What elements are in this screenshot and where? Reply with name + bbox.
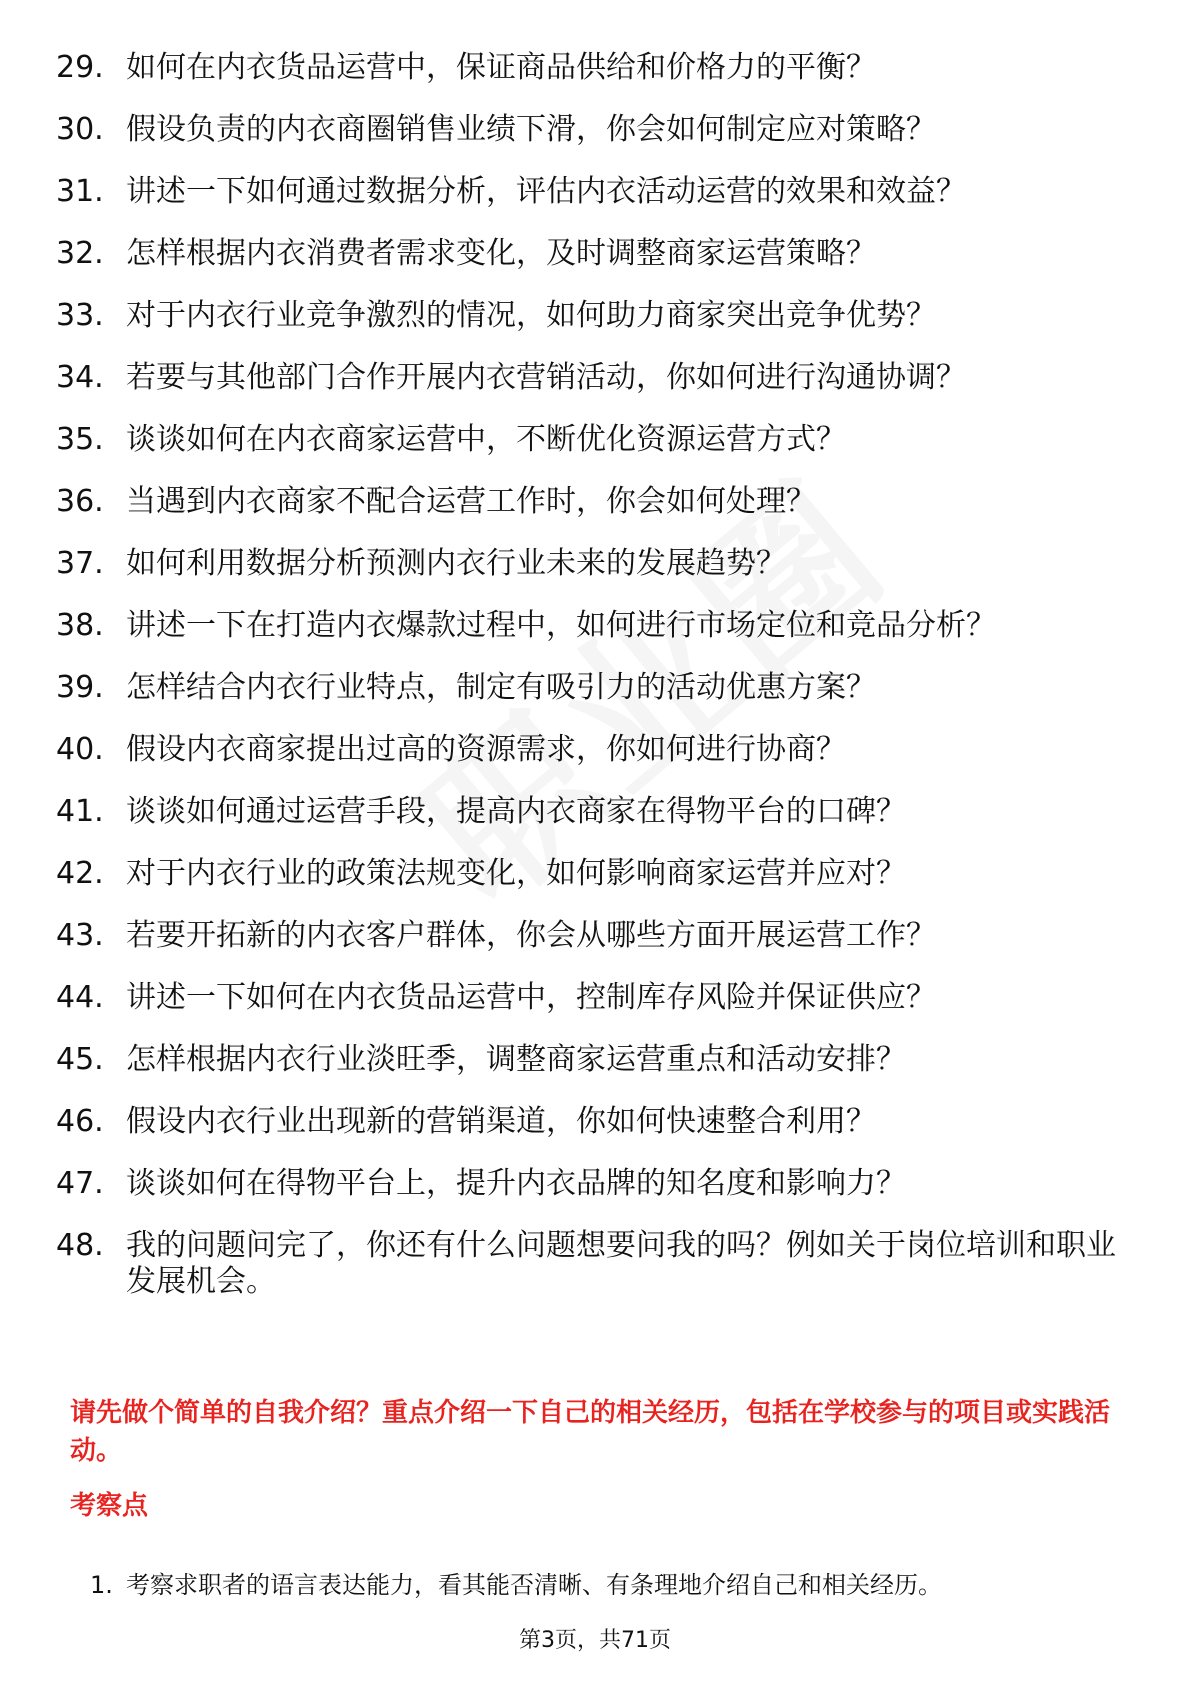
question-text: 若要开拓新的内衣客户群体，你会从哪些方面开展运营工作？ <box>126 918 936 953</box>
question-text: 我的问题问完了，你还有什么问题想要问我的吗？例如关于岗位培训和职业发展机会。 <box>126 1228 1116 1299</box>
question-text: 谈谈如何在得物平台上，提升内衣品牌的知名度和影响力？ <box>126 1166 906 1201</box>
question-item <box>56 856 1116 892</box>
question-number: 34. <box>56 360 104 395</box>
question-number: 40. <box>56 732 104 767</box>
question-item <box>56 1228 1116 1300</box>
question-number: 31. <box>56 174 104 209</box>
point-number: 1. <box>90 1571 113 1599</box>
question-text: 谈谈如何通过运营手段，提高内衣商家在得物平台的口碑？ <box>126 794 906 829</box>
question-number: 36. <box>56 484 104 519</box>
question-number: 29. <box>56 50 104 85</box>
question-text: 怎样根据内衣消费者需求变化，及时调整商家运营策略？ <box>126 236 876 271</box>
question-text: 讲述一下如何在内衣货品运营中，控制库存风险并保证供应？ <box>126 980 936 1015</box>
question-text: 怎样结合内衣行业特点，制定有吸引力的活动优惠方案？ <box>126 670 876 705</box>
question-number: 47. <box>56 1166 104 1201</box>
question-number: 32. <box>56 236 104 271</box>
question-number: 43. <box>56 918 104 953</box>
question-item <box>56 236 1116 272</box>
question-number: 35. <box>56 422 104 457</box>
point-label: 考察点 <box>70 1491 149 1521</box>
question-text: 若要与其他部门合作开展内衣营销活动，你如何进行沟通协调？ <box>126 360 966 395</box>
point-list <box>90 1568 1120 1602</box>
question-item <box>56 918 1116 954</box>
question-text: 假设负责的内衣商圈销售业绩下滑，你会如何制定应对策略？ <box>126 112 936 147</box>
section-heading: 请先做个简单的自我介绍？重点介绍一下自己的相关经历，包括在学校参与的项目或实践活动。 <box>70 1398 1111 1466</box>
question-text: 假设内衣行业出现新的营销渠道，你如何快速整合利用？ <box>126 1104 876 1139</box>
question-text: 如何利用数据分析预测内衣行业未来的发展趋势？ <box>126 546 786 581</box>
question-text: 谈谈如何在内衣商家运营中，不断优化资源运营方式？ <box>126 422 846 457</box>
question-text: 假设内衣商家提出过高的资源需求，你如何进行协商？ <box>126 732 846 767</box>
question-item <box>56 670 1116 706</box>
question-number: 38. <box>56 608 104 643</box>
question-item <box>56 298 1116 334</box>
question-text: 对于内衣行业的政策法规变化，如何影响商家运营并应对？ <box>126 856 906 891</box>
question-number: 39. <box>56 670 104 705</box>
question-number: 41. <box>56 794 104 829</box>
question-number: 48. <box>56 1228 104 1263</box>
question-item <box>56 1166 1116 1202</box>
question-number: 37. <box>56 546 104 581</box>
question-item <box>56 422 1116 458</box>
question-item <box>56 608 1116 644</box>
point-item <box>90 1568 1120 1602</box>
page-footer: 第3页，共71页 <box>519 1628 671 1653</box>
question-list <box>56 50 1116 1326</box>
question-item <box>56 50 1116 86</box>
question-item <box>56 484 1116 520</box>
question-text: 讲述一下如何通过数据分析，评估内衣活动运营的效果和效益？ <box>126 174 966 209</box>
question-number: 42. <box>56 856 104 891</box>
question-item <box>56 794 1116 830</box>
question-item <box>56 112 1116 148</box>
question-item <box>56 1042 1116 1078</box>
question-item <box>56 1104 1116 1140</box>
question-item <box>56 360 1116 396</box>
question-item <box>56 546 1116 582</box>
question-text: 讲述一下在打造内衣爆款过程中，如何进行市场定位和竞品分析？ <box>126 608 996 643</box>
question-text: 怎样根据内衣行业淡旺季，调整商家运营重点和活动安排？ <box>126 1042 906 1077</box>
question-text: 对于内衣行业竞争激烈的情况，如何助力商家突出竞争优势？ <box>126 298 936 333</box>
question-text: 当遇到内衣商家不配合运营工作时，你会如何处理？ <box>126 484 816 519</box>
question-item <box>56 732 1116 768</box>
question-number: 30. <box>56 112 104 147</box>
question-item <box>56 980 1116 1016</box>
question-number: 33. <box>56 298 104 333</box>
question-number: 45. <box>56 1042 104 1077</box>
point-text: 考察求职者的语言表达能力，看其能否清晰、有条理地介绍自己和相关经历。 <box>126 1571 942 1599</box>
question-number: 46. <box>56 1104 104 1139</box>
question-text: 如何在内衣货品运营中，保证商品供给和价格力的平衡？ <box>126 50 876 85</box>
question-item <box>56 174 1116 210</box>
question-number: 44. <box>56 980 104 1015</box>
